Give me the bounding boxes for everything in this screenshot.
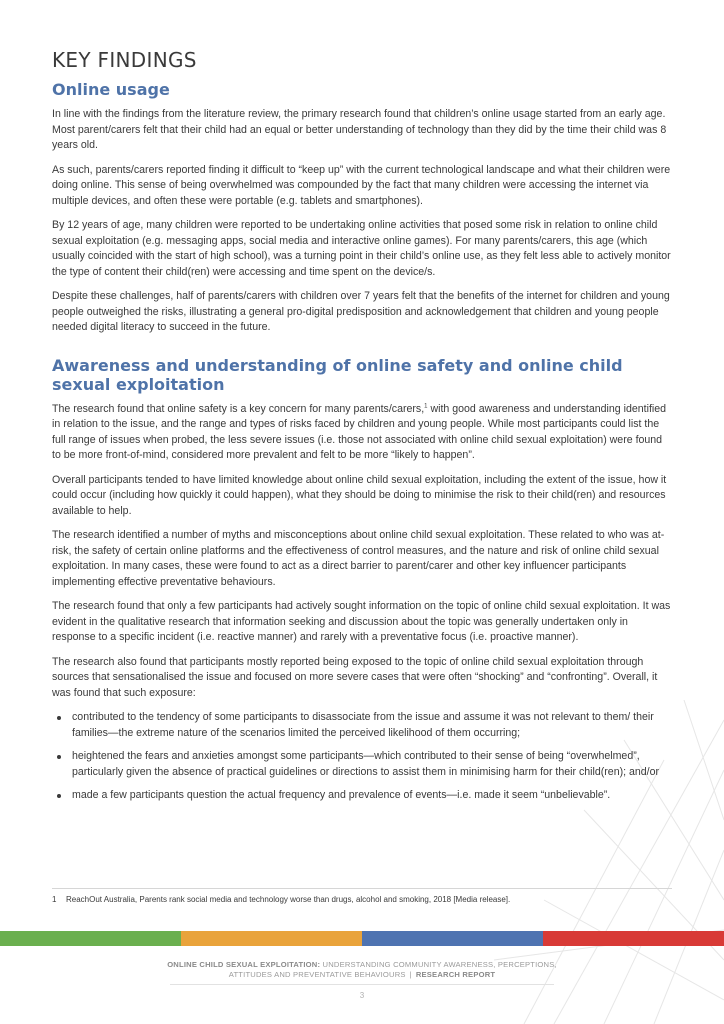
footnote-number: 1 bbox=[52, 895, 57, 904]
footnote-reference[interactable]: 1 bbox=[424, 402, 428, 409]
paragraph: Overall participants tended to have limited knowledge about online child sexual exploitation, including the extent of the issue, how it could occur (including how quickly it could happen), what they should be doing to minimise the risk to their child(ren) and resources available to help. bbox=[52, 473, 667, 517]
running-footer bbox=[150, 960, 574, 980]
list-item bbox=[52, 788, 672, 804]
footer-separator: | bbox=[409, 970, 412, 979]
bullet-icon bbox=[57, 755, 61, 759]
paragraph: As such, parents/carers reported finding it difficult to “keep up” with the current technological landscape and what their children were doing online. This sense of being overwhelmed was compounded by the fact that many children were accessing the internet via multiple devices, and often these were portable (e.g. tablets and smartphones). bbox=[52, 163, 671, 207]
paragraph-text: The research found that online safety is a key concern for many parents/carers, bbox=[52, 402, 425, 415]
paragraph: The research also found that participants mostly reported being exposed to the topic of online child sexual exploitation through sources that sensationalised the issue and focused on more severe cases that were often “shocking” and “confronting”. Overall, it was found that such exposure: bbox=[52, 655, 658, 699]
list-item-text: made a few participants question the actual frequency and prevalence of events—i.e. made it seem “unbelievable”. bbox=[72, 789, 611, 801]
report-title-rest: UNDERSTANDING COMMUNITY AWARENESS, PERCEPTIONS, ATTITUDES AND PREVENTATIVE BEHAVIOURS bbox=[228, 960, 557, 979]
color-bar-green bbox=[0, 931, 181, 946]
paragraph: By 12 years of age, many children were reported to be undertaking online activities that posed some risk in relation to online child sexual exploitation (e.g. messaging apps, social media and interactive online games). For many parents/carers, this age (which usually coincided with the start of high school), was a turning point in their child’s online use, as they felt less able to actively monitor the type of content their child(ren) were accessing and time spent on the device/s. bbox=[52, 219, 671, 278]
page-number: 3 bbox=[359, 991, 365, 1000]
footnote bbox=[52, 894, 672, 906]
list-item-text: heightened the fears and anxieties amongst some participants—which contributed to their sense of being “overwhelmed”, particularly given the absence of practical guidelines or directions to assist them in minimising harm for their child(ren); and/or bbox=[72, 750, 660, 778]
paragraph: Despite these challenges, half of parents/carers with children over 7 years felt that the benefits of the internet for children and young people outweighed the risks, illustrating a general pro-digital predisposition and acknowledgement that children and young people needed digital literacy to succeed in the future. bbox=[52, 290, 670, 333]
paragraph: The research identified a number of myths and misconceptions about online child sexual exploitation. These related to who was at-risk, the safety of certain online platforms and the effectiveness of control measures, and the nature and risk of online child sexual exploitation. In many cases, these were found to act as a direct barrier to parent/carer and other key influencer participants implementing effective preventative behaviours. bbox=[52, 529, 665, 588]
color-bar-blue bbox=[362, 931, 543, 946]
report-title-bold: ONLINE CHILD SEXUAL EXPLOITATION: bbox=[167, 960, 321, 969]
color-bar bbox=[0, 931, 724, 946]
page-content bbox=[52, 48, 672, 812]
section-title-awareness: Awareness and understanding of online safety and online child sexual exploitation bbox=[52, 355, 623, 394]
footnote-text: ReachOut Australia, Parents rank social media and technology worse than drugs, alcohol and smoking, 2018 [Media release]. bbox=[66, 895, 511, 904]
paragraph: The research found that only a few participants had actively sought information on the topic of online child sexual exploitation. It was evident in the qualitative research that information seeking and discussion about the topic was generally undertaken only in response to a specific incident (i.e. reactive manner) and rarely with a preventative focus (i.e. proactive manner). bbox=[52, 600, 671, 643]
bullet-list bbox=[52, 710, 672, 804]
list-item bbox=[52, 710, 672, 741]
bullet-icon bbox=[57, 794, 61, 798]
footer-divider bbox=[170, 984, 554, 985]
page-heading: KEY FINDINGS bbox=[52, 48, 197, 72]
section-title-online-usage: Online usage bbox=[52, 80, 170, 99]
paragraph-with-footnote bbox=[52, 402, 672, 464]
bullet-icon bbox=[57, 716, 61, 720]
report-type: RESEARCH REPORT bbox=[415, 970, 496, 979]
footnote-divider bbox=[52, 888, 672, 889]
paragraph-text: with good awareness and understanding identified in relation to the issue, and the range and types of risks faced by children and young people. While most participants could list the full range of issues when probed, the less severe issues (i.e. those not associated with online child sexual exploitation) were found to be more front-of-mind, considered more prevalent and felt to be more “likely to happen”. bbox=[52, 402, 667, 461]
paragraph: In line with the findings from the literature review, the primary research found that children’s online usage started from an early age. Most parent/carers felt that their child had an equal or better understanding of technology than they did by the time their child was 8 years old. bbox=[52, 108, 667, 151]
list-item bbox=[52, 749, 672, 780]
color-bar-orange bbox=[181, 931, 362, 946]
list-item-text: contributed to the tendency of some participants to disassociate from the issue and assume it was not relevant to them/ their families—the extreme nature of the scenarios limited the perceived likelihood of them occurring; bbox=[72, 711, 654, 739]
color-bar-red bbox=[543, 931, 724, 946]
